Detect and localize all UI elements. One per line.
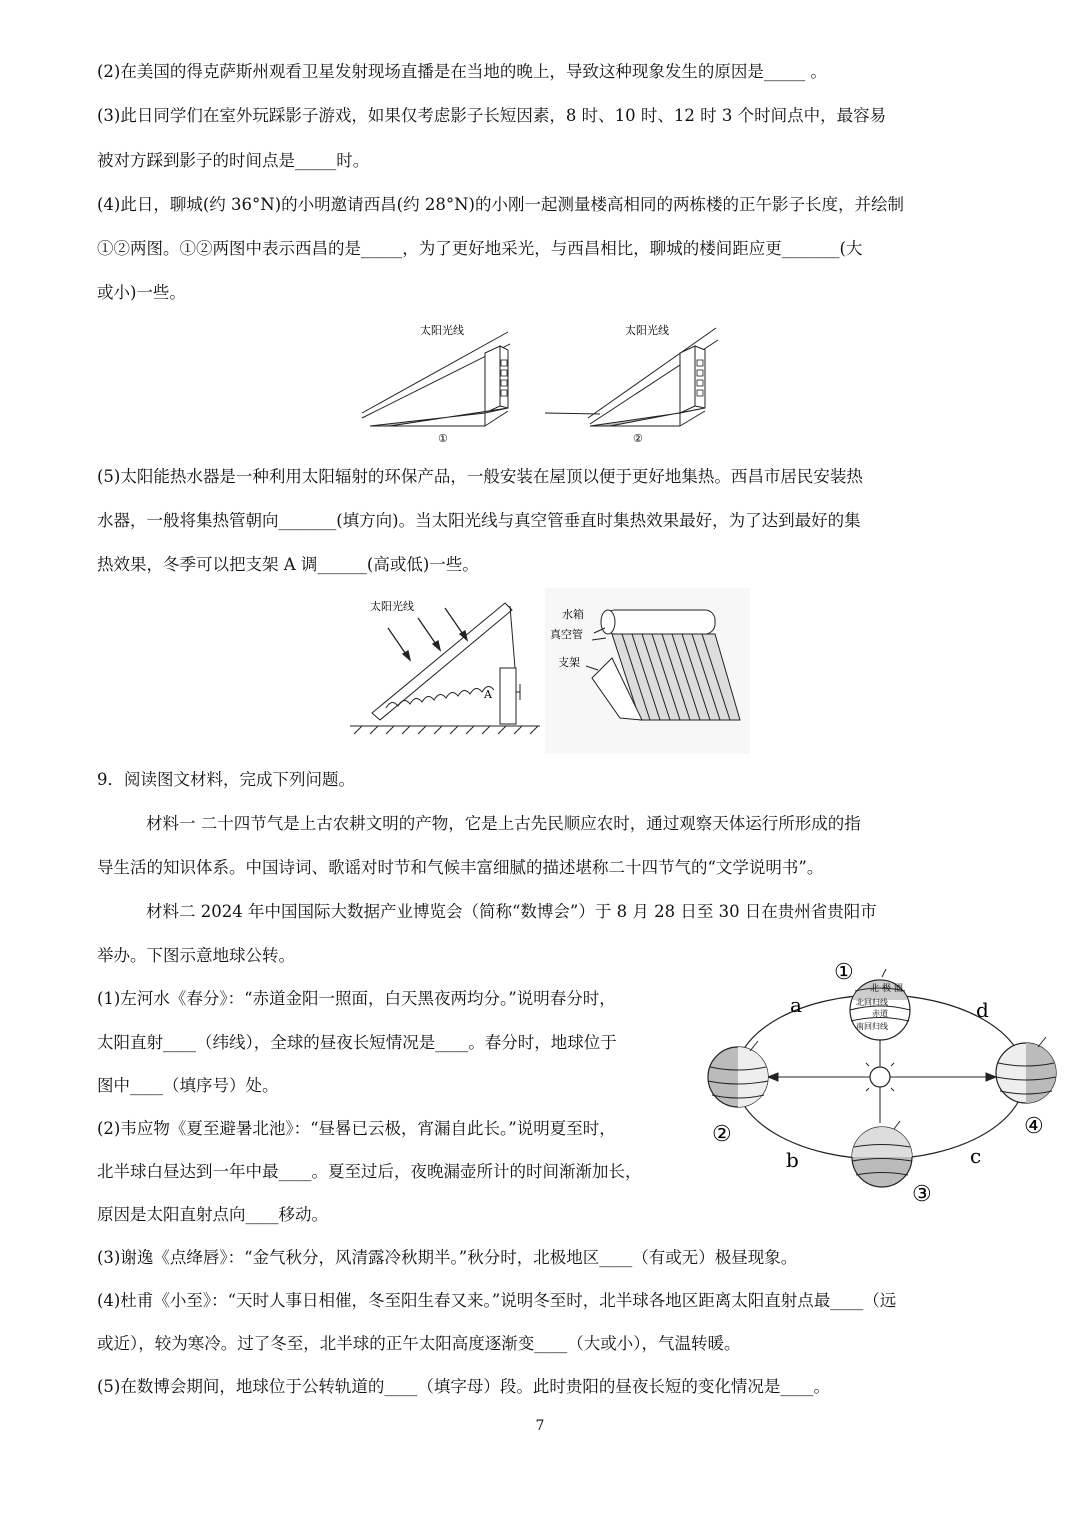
q9-p1-line1: (1)左河水《春分》：“赤道金阳一照面，白天黑夜两均分。”说明春分时， — [97, 989, 616, 1008]
fig1-sunlight-label-2: 太阳光线 — [625, 324, 669, 337]
fig1-label-2: ② — [633, 432, 643, 445]
q8-p5-line3: 热效果，冬季可以把支架 A 调______(高或低)一些。 — [97, 555, 479, 574]
orbit-figure — [700, 955, 1070, 1210]
q9-p4-line1: (4)杜甫《小至》：“天时人事日相催，冬至阳生春又来。”说明冬至时，北半球各地区距离太阳直射点最____（远 — [97, 1291, 897, 1310]
q9-p2-line1: (2)韦应物《夏至避暑北池》：“昼晷已云极，宵漏自此长。”说明夏至时， — [97, 1119, 616, 1138]
q9-p2-line2: 北半球白昼达到一年中最____。夏至过后，夜晚漏壶所计的时间渐渐加长， — [97, 1162, 642, 1181]
orbit-label-d: d — [976, 998, 989, 1022]
q8-p5-line2: 水器，一般将集热管朝向_______(填方向)。当太阳光线与真空管垂直时集热效果最好，为了达到最好的集 — [97, 511, 861, 530]
earth-position-1 — [850, 969, 910, 1040]
fig2-tube-label: 真空管 — [550, 628, 583, 641]
globe-label-tropic-cancer: 北回归线 — [856, 998, 888, 1007]
q9-title: 9．阅读图文材料，完成下列问题。 — [97, 770, 355, 789]
q8-p4-line1: (4)此日，聊城(约 36°N)的小明邀请西昌(约 28°N)的小刚一起测量楼高相同的两栋楼的正午影子长度，并绘制 — [97, 195, 904, 214]
q9-p3: (3)谢逸《点绛唇》：“金气秋分，风清露冷秋期半。”秋分时，北极地区____（有或无）极昼现象。 — [97, 1248, 798, 1267]
q9-p4-line2: 或近），较为寒冷。过了冬至，北半球的正午太阳高度逐渐变____（大或小），气温转暖。 — [97, 1334, 741, 1353]
fig1-label-1: ① — [438, 432, 448, 445]
orbit-number-4: ④ — [1024, 1114, 1044, 1139]
orbit-label-c: c — [970, 1144, 982, 1168]
globe-label-tropic-capricorn: 南回归线 — [856, 1022, 888, 1031]
globe-label-circle: 圈 — [894, 984, 904, 994]
q8-p2: (2)在美国的得克萨斯州观看卫星发射现场直播是在当地的晚上，导致这种现象发生的原因是_____ 。 — [97, 62, 827, 81]
q9-material1-line2: 导生活的知识体系。中国诗词、歌谣对时节和气候丰富细腻的描述堪称二十四节气的“文学说明书”。 — [97, 858, 824, 877]
fig2-a-label: A — [484, 688, 492, 701]
shadow-figure — [360, 318, 722, 448]
globe-label-north: 北 — [870, 984, 880, 994]
earth-position-3 — [852, 1121, 912, 1187]
q9-material2-line2: 举办。下图示意地球公转。 — [97, 946, 295, 965]
orbit-number-2: ② — [712, 1122, 732, 1147]
globe-label-pole: 极 — [882, 984, 892, 994]
orbit-label-a: a — [790, 993, 802, 1017]
fig2-sunlight-label: 太阳光线 — [370, 600, 414, 613]
q8-p4-line3: 或小)一些。 — [97, 283, 186, 302]
q8-p3-line2: 被对方踩到影子的时间点是_____时。 — [97, 151, 370, 170]
orbit-number-3: ③ — [912, 1182, 932, 1207]
earth-position-4 — [996, 1037, 1056, 1103]
q9-p1-line2: 太阳直射____（纬线），全球的昼夜长短情况是____。春分时，地球位于 — [97, 1033, 617, 1052]
q9-material2-line1: 材料二 2024 年中国国际大数据产业博览会（简称“数博会”）于 8 月 28 日至 30 日在贵州省贵阳市 — [146, 902, 877, 921]
fig2-bracket-label: 支架 — [558, 656, 580, 669]
orbit-label-b: b — [786, 1148, 799, 1172]
orbit-number-1: ① — [834, 960, 854, 985]
fig1-sunlight-label-1: 太阳光线 — [420, 324, 464, 337]
q8-p5-line1: (5)太阳能热水器是一种利用太阳辐射的环保产品，一般安装在屋顶以便于更好地集热。西昌市居民安装热 — [97, 467, 863, 486]
globe-label-equator: 赤道 — [872, 1009, 888, 1018]
q8-p3-line1: (3)此日同学们在室外玩踩影子游戏，如果仅考虑影子长短因素，8 时、10 时、12 时 3 个时间点中，最容易 — [97, 106, 887, 125]
q8-p4-line2: ①②两图。①②两图中表示西昌的是_____，为了更好地采光，与西昌相比，聊城的楼间距应更_______(大 — [97, 239, 863, 258]
fig2-tank-label: 水箱 — [562, 608, 584, 621]
earth-position-2 — [708, 1041, 768, 1107]
q9-material1-line1: 材料一 二十四节气是上古农耕文明的产物，它是上古先民顺应农时，通过观察天体运行所形成的指 — [146, 814, 861, 833]
page-number: 7 — [535, 1418, 545, 1434]
q9-p2-line3: 原因是太阳直射点向____移动。 — [97, 1205, 328, 1224]
water-heater-figure — [330, 588, 750, 754]
q9-p5: (5)在数博会期间，地球位于公转轨道的____（填字母）段。此时贵阳的昼夜长短的变化情况是____。 — [97, 1377, 830, 1396]
q9-p1-line3: 图中____（填序号）处。 — [97, 1076, 279, 1095]
